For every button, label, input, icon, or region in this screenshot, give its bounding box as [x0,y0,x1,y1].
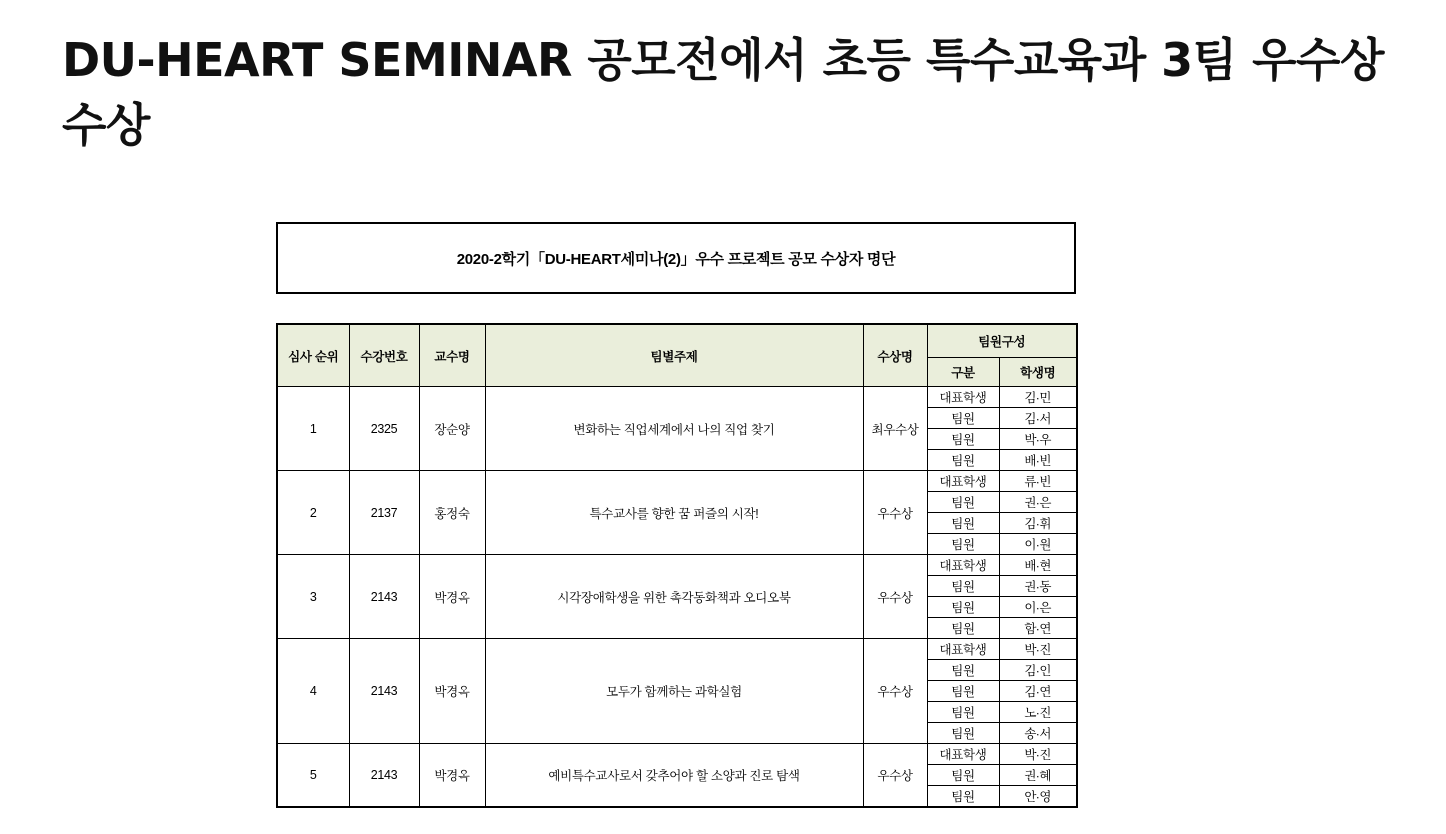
member-role: 팀원 [927,513,999,534]
member-name: 김∙서 [999,408,1077,429]
course_no: 2143 [349,555,419,639]
column-header-professor: 교수명 [419,324,485,387]
member-name: 김∙휘 [999,513,1077,534]
course_no: 2325 [349,387,419,471]
member-name: 김∙연 [999,681,1077,702]
member-role: 대표학생 [927,471,999,492]
rank: 2 [277,471,349,555]
professor: 박경옥 [419,639,485,744]
award: 우수상 [863,639,927,744]
award: 우수상 [863,555,927,639]
member-name: 배∙현 [999,555,1077,576]
award-document [276,222,1076,808]
professor: 장순양 [419,387,485,471]
table-row [277,639,1077,660]
course_no: 2143 [349,744,419,807]
column-header-student: 학생명 [999,358,1077,387]
member-name: 송∙서 [999,723,1077,744]
member-name: 노∙진 [999,702,1077,723]
member-role: 팀원 [927,450,999,471]
member-name: 류∙빈 [999,471,1077,492]
column-header-role: 구분 [927,358,999,387]
member-name: 박∙진 [999,639,1077,660]
course_no: 2143 [349,639,419,744]
member-role: 팀원 [927,660,999,681]
member-role: 팀원 [927,618,999,639]
member-name: 이∙은 [999,597,1077,618]
column-header-rank: 심사 순위 [277,324,349,387]
member-name: 안∙영 [999,786,1077,807]
member-name: 배∙빈 [999,450,1077,471]
course_no: 2137 [349,471,419,555]
table-header-row-1 [277,324,1077,358]
member-name: 박∙진 [999,744,1077,765]
member-name: 박∙우 [999,429,1077,450]
table-header [277,324,1077,387]
document-header-text: 2020-2학기「DU-HEART세미나(2)」우수 프로젝트 공모 수상자 명단 [456,250,896,268]
rank: 3 [277,555,349,639]
topic: 예비특수교사로서 갖추어야 할 소양과 진로 탐색 [485,744,863,807]
member-role: 팀원 [927,786,999,807]
member-role: 팀원 [927,681,999,702]
member-role: 팀원 [927,492,999,513]
rank: 1 [277,387,349,471]
rank: 4 [277,639,349,744]
member-role: 팀원 [927,576,999,597]
topic: 특수교사를 향한 꿈 퍼즐의 시작! [485,471,863,555]
rank: 5 [277,744,349,807]
award-table [276,323,1078,808]
award: 우수상 [863,471,927,555]
member-role: 대표학생 [927,387,999,408]
member-role: 팀원 [927,723,999,744]
member-role: 팀원 [927,429,999,450]
table-body [277,387,1077,807]
member-role: 팀원 [927,597,999,618]
member-name: 김∙민 [999,387,1077,408]
member-role: 팀원 [927,534,999,555]
member-role: 팀원 [927,702,999,723]
member-name: 권∙동 [999,576,1077,597]
professor: 박경옥 [419,744,485,807]
column-header-topic: 팀별주제 [485,324,863,387]
table-row [277,471,1077,492]
table-row [277,555,1077,576]
topic: 시각장애학생을 위한 촉각동화책과 오디오북 [485,555,863,639]
member-role: 대표학생 [927,555,999,576]
member-role: 대표학생 [927,639,999,660]
column-header-team: 팀원구성 [927,324,1077,358]
member-role: 대표학생 [927,744,999,765]
professor: 박경옥 [419,555,485,639]
member-name: 이∙원 [999,534,1077,555]
member-role: 팀원 [927,765,999,786]
topic: 모두가 함께하는 과학실험 [485,639,863,744]
member-role: 팀원 [927,408,999,429]
professor: 홍정숙 [419,471,485,555]
table-row [277,387,1077,408]
table-row [277,744,1077,765]
member-name: 권∙혜 [999,765,1077,786]
award: 우수상 [863,744,927,807]
document-header-box [276,222,1076,294]
topic: 변화하는 직업세계에서 나의 직업 찾기 [485,387,863,471]
column-header-course-no: 수강번호 [349,324,419,387]
member-name: 권∙은 [999,492,1077,513]
page-title: DU-HEART SEMINAR 공모전에서 초등 특수교육과 3팀 우수상 수상 [62,33,1400,153]
award: 최우수상 [863,387,927,471]
member-name: 함∙연 [999,618,1077,639]
member-name: 김∙인 [999,660,1077,681]
column-header-award: 수상명 [863,324,927,387]
